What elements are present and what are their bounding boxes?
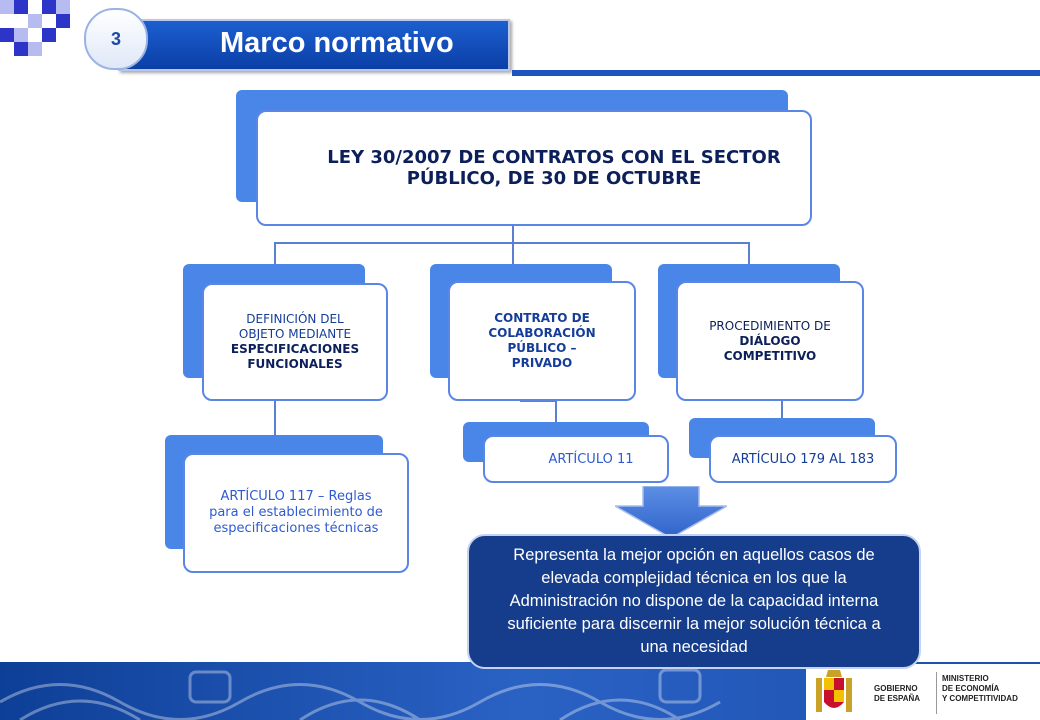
section-number-badge: 3 <box>84 8 148 70</box>
note-box <box>467 534 921 669</box>
branch-3-line-1: PROCEDIMIENTO DE <box>709 318 831 333</box>
branch-2-bold-2: COLABORACIÓN <box>488 326 596 340</box>
note-line-1: Representa la mejor opción en aquellos casos de <box>513 546 875 564</box>
note-line-5: una necesidad <box>640 638 748 656</box>
down-arrow-icon <box>615 486 727 538</box>
page-title: Marco normativo <box>220 27 454 59</box>
root-node-line-2: PÚBLICO, DE 30 DE OCTUBRE <box>406 168 702 189</box>
branch-3-node <box>676 281 864 401</box>
branch-2-bold-1: CONTRATO DE <box>494 311 590 325</box>
checker-logo-icon <box>0 0 80 58</box>
note-line-2: elevada complejidad técnica en los que la <box>541 569 847 587</box>
header-rule <box>512 70 1040 76</box>
note-line-3: Administración no dispone de la capacidad interna <box>509 592 879 610</box>
child-1-line-3: especificaciones técnicas <box>213 521 379 536</box>
child-1-line-1: ARTÍCULO 117 – Reglas <box>220 489 372 504</box>
child-2-line-1: ARTÍCULO 11 <box>548 451 634 467</box>
branch-3-bold-1: DIÁLOGO <box>739 333 801 348</box>
branch-1-bold-2: FUNCIONALES <box>247 357 343 371</box>
title-banner <box>118 19 510 71</box>
coat-of-arms-icon <box>812 668 856 718</box>
branch-1-bold-1: ESPECIFICACIONES <box>230 342 360 356</box>
child-1-line-2: para el establecimiento de <box>209 505 383 520</box>
note-line-4: suficiente para discernir la mejor solución técnica a <box>507 615 881 633</box>
branch-2-bold-4: PRIVADO <box>511 356 573 370</box>
child-3-node <box>709 435 897 483</box>
branch-1-node <box>202 283 388 401</box>
gobierno-label: GOBIERNO DE ESPAÑA <box>874 684 921 703</box>
branch-2-bold-3: PÚBLICO – <box>507 341 577 355</box>
root-node <box>256 110 812 226</box>
footer-pattern-icon <box>0 662 800 720</box>
branch-1-line-1: DEFINICIÓN DEL <box>246 312 344 326</box>
ministerio-label: MINISTERIO DE ECONOMÍA Y COMPETITIVIDAD <box>942 674 1018 703</box>
child-1-node <box>183 453 409 573</box>
branch-1-line-2: OBJETO MEDIANTE <box>238 327 352 341</box>
branch-3-bold-2: COMPETITIVO <box>723 348 817 363</box>
branch-2-node <box>448 281 636 401</box>
root-node-line-1: LEY 30/2007 DE CONTRATOS CON EL SECTOR <box>327 147 781 168</box>
child-2-node <box>483 435 669 483</box>
child-3-line-1: ARTÍCULO 179 AL 183 <box>731 451 875 467</box>
footer-logo-divider <box>936 672 937 714</box>
